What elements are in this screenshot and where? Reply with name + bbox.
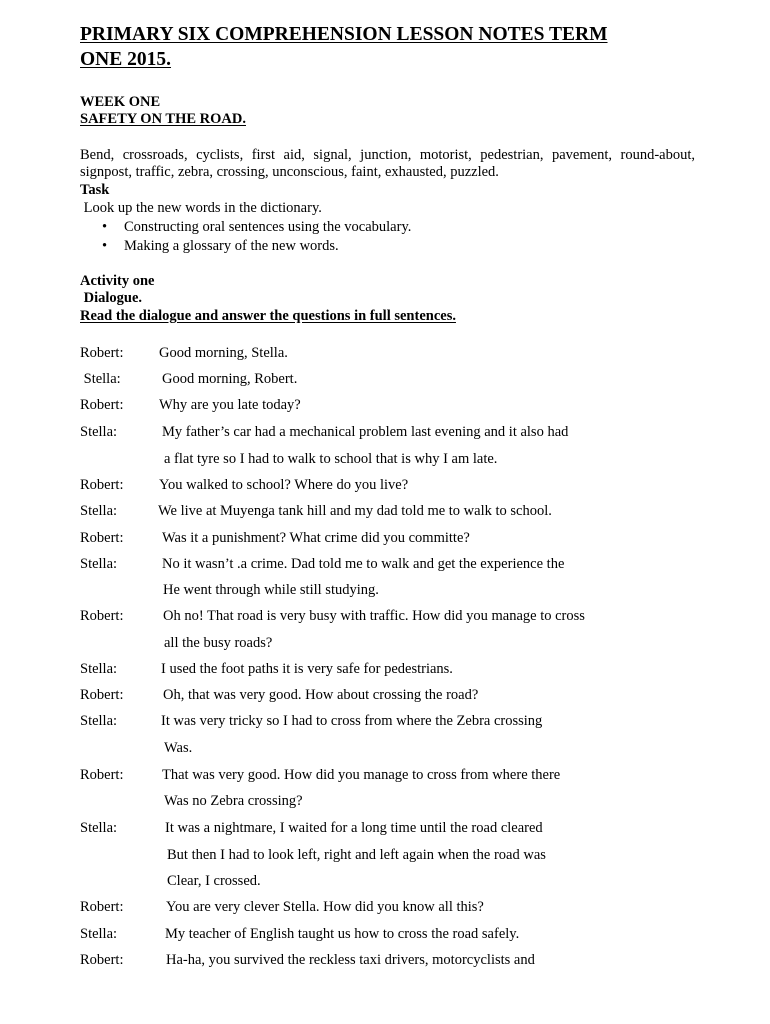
- line-text: a flat tyre so I had to walk to school that is why I am late.: [164, 451, 498, 467]
- speaker: Robert:: [80, 687, 124, 703]
- line-text: You walked to school? Where do you live?: [159, 477, 409, 493]
- line-text: But then I had to look left, right and left again when the road was: [167, 847, 546, 863]
- speaker: Robert:: [80, 899, 124, 915]
- speaker: Stella:: [80, 424, 118, 440]
- speaker: Stella:: [80, 661, 118, 677]
- speaker: Robert:: [80, 608, 124, 624]
- speaker: Stella:: [80, 713, 118, 729]
- line-text: Good morning, Stella.: [159, 345, 288, 361]
- line-text: Oh no! That road is very busy with traffic. How did you manage to cross: [163, 608, 585, 624]
- document-title: [80, 22, 710, 72]
- week-heading: WEEK ONE: [80, 94, 161, 110]
- speaker: Stella:: [80, 556, 118, 572]
- speaker: Robert:: [80, 952, 124, 968]
- speaker: Robert:: [80, 345, 124, 361]
- line-text: No it wasn’t .a crime. Dad told me to walk and get the experience the: [162, 556, 565, 572]
- line-text: That was very good. How did you manage to cross from where there: [162, 767, 561, 783]
- title-line-2: ONE 2015.: [80, 49, 172, 70]
- speaker: Stella:: [80, 503, 118, 519]
- line-text: Was.: [164, 740, 193, 756]
- line-text: Oh, that was very good. How about crossing the road?: [163, 687, 479, 703]
- task-item: • Making a glossary of the new words.: [80, 237, 411, 256]
- line-text: It was very tricky so I had to cross from where the Zebra crossing: [161, 713, 543, 729]
- line-text: Was no Zebra crossing?: [164, 793, 303, 809]
- speaker: Stella:: [80, 371, 121, 387]
- speaker: Robert:: [80, 397, 124, 413]
- line-text: Good morning, Robert.: [162, 371, 298, 387]
- task-heading: Task: [80, 182, 110, 198]
- line-text: Ha-ha, you survived the reckless taxi drivers, motorcyclists and: [166, 952, 535, 968]
- speaker: Stella:: [80, 820, 118, 836]
- activity-heading: Activity one: [80, 273, 155, 289]
- line-text: all the busy roads?: [164, 635, 273, 651]
- speaker: Robert:: [80, 767, 124, 783]
- line-text: I used the foot paths it is very safe for pedestrians.: [161, 661, 453, 677]
- topic-heading: SAFETY ON THE ROAD.: [80, 111, 246, 127]
- line-text: Was it a punishment? What crime did you committe?: [162, 530, 470, 546]
- dialogue-instruction: Read the dialogue and answer the questions in full sentences.: [80, 308, 456, 324]
- speaker: Robert:: [80, 530, 124, 546]
- task-item: • Constructing oral sentences using the vocabulary.: [80, 218, 411, 237]
- line-text: He went through while still studying.: [163, 582, 379, 598]
- task-intro: Look up the new words in the dictionary.: [80, 200, 322, 216]
- vocabulary-list: Bend, crossroads, cyclists, first aid, signal, junction, motorist, pedestrian, pavement, round-about, signpost, traffic, zebra, crossing, unconscious, faint, exhausted, puzzled.: [80, 147, 695, 180]
- line-text: Clear, I crossed.: [167, 873, 261, 889]
- task-list: [80, 218, 411, 256]
- title-line-1: PRIMARY SIX COMPREHENSION LESSON NOTES TERM: [80, 24, 608, 45]
- line-text: You are very clever Stella. How did you know all this?: [166, 899, 484, 915]
- line-text: My father’s car had a mechanical problem last evening and it also had: [162, 424, 569, 440]
- line-text: It was a nightmare, I waited for a long time until the road cleared: [165, 820, 543, 836]
- line-text: Why are you late today?: [159, 397, 301, 413]
- speaker: Robert:: [80, 477, 124, 493]
- speaker: Stella:: [80, 926, 118, 942]
- line-text: My teacher of English taught us how to cross the road safely.: [165, 926, 520, 942]
- line-text: We live at Muyenga tank hill and my dad told me to walk to school.: [158, 503, 552, 519]
- activity-subheading: Dialogue.: [80, 290, 143, 306]
